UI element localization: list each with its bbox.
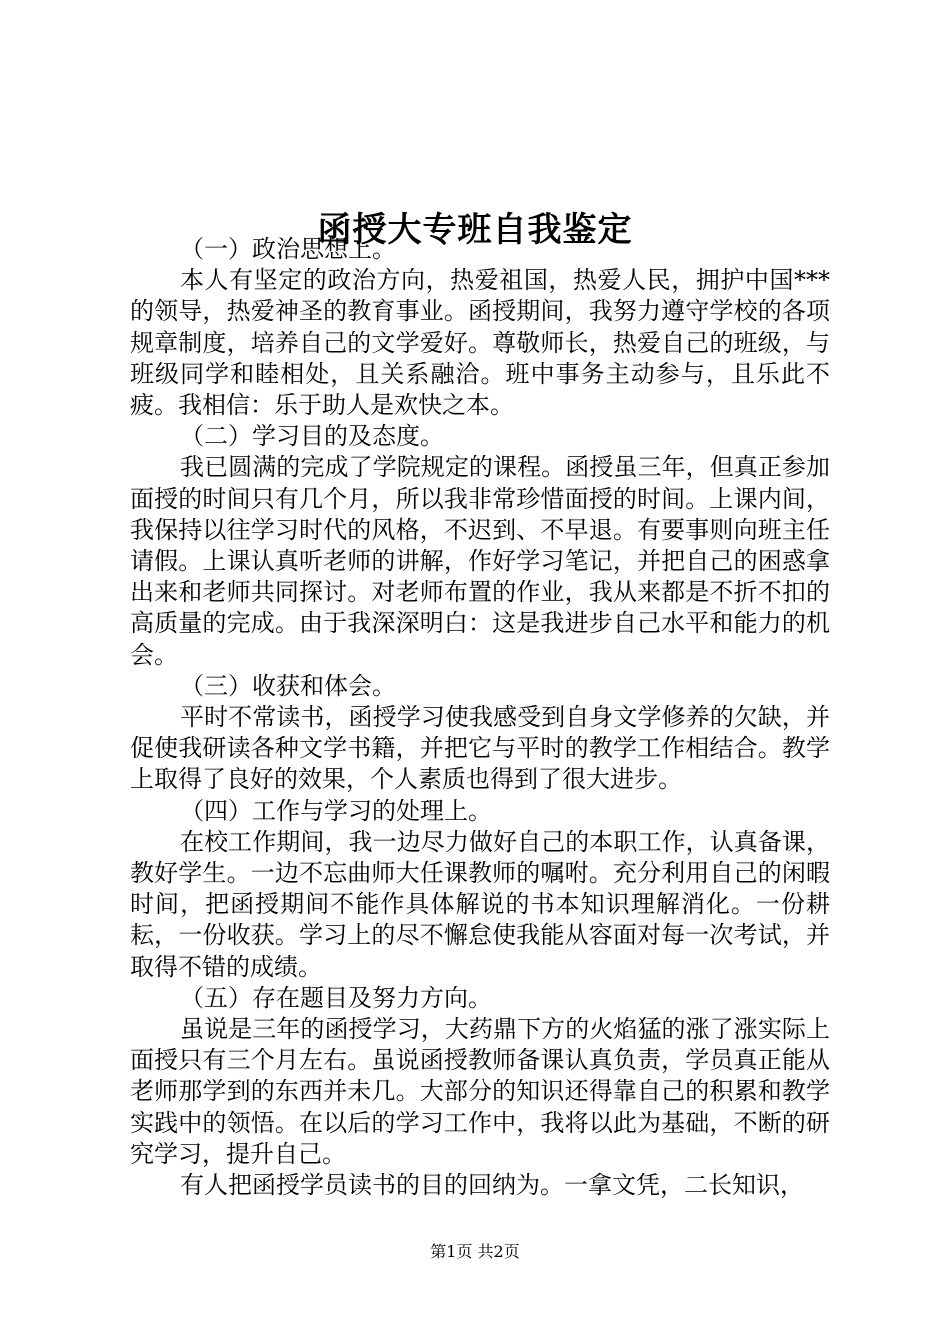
paragraph-work-study: 在校工作期间，我一边尽力做好自己的本职工作，认真备课，教好学生。一边不忘曲师大任课教师的嘱咐。充分利用自己的闲暇时间，把函授期间不能作具体解说的书本知识理解消化。一份耕耘，一份收获。学习上的尽不懈怠使我能从容面对每一次考试，并取得不错的成绩。 xyxy=(130,827,830,981)
section-heading-gains: （三）收获和体会。 xyxy=(180,671,396,700)
section-heading-problems: （五）存在题目及努力方向。 xyxy=(180,983,492,1012)
document-body xyxy=(130,234,830,1201)
paragraph-politics: 本人有坚定的政治方向，热爱祖国，热爱人民，拥护中国***的领导，热爱神圣的教育事业。函授期间，我努力遵守学校的各项规章制度，培养自己的文学爱好。尊敬师长，热爱自己的班级，与班级同学和睦相处，且关系融洽。班中事务主动参与，且乐此不疲。我相信：乐于助人是欢快之本。 xyxy=(130,266,830,420)
section-heading-politics: （一）政治思想上。 xyxy=(180,235,396,263)
paragraph-closing: 有人把函授学员读书的目的回纳为。一拿文凭，二长知识， xyxy=(180,1171,804,1200)
page-number-footer: 第1页 共2页 xyxy=(430,1242,520,1261)
paragraph-problems: 虽说是三年的函授学习，大药鼎下方的火焰猛的涨了涨实际上面授只有三个月左右。虽说函授教师备课认真负责，学员真正能从老师那学到的东西并未几。大部分的知识还得靠自己的积累和教学实践中的领悟。在以后的学习工作中，我将以此为基础，不断的研究学习，提升自己。 xyxy=(130,1015,830,1168)
paragraph-gains: 平时不常读书，函授学习使我感受到自身文学修养的欠缺，并促使我研读各种文学书籍，并把它与平时的教学工作相结合。教学上取得了良好的效果，个人素质也得到了很大进步。 xyxy=(130,703,830,794)
section-heading-work-study: （四）工作与学习的处理上。 xyxy=(180,796,492,825)
document-title: 函授大专班自我鉴定 xyxy=(317,209,633,250)
section-heading-study-attitude: （二）学习目的及态度。 xyxy=(180,422,444,451)
paragraph-study-attitude: 我已圆满的完成了学院规定的课程。函授虽三年，但真正参加面授的时间只有几个月，所以我非常珍惜面授的时间。上课内间，我保持以往学习时代的风格，不迟到、不早退。有要事则向班主任请假。上课认真听老师的讲解，作好学习笔记，并把自己的困惑拿出来和老师共同探讨。对老师布置的作业，我从来都是不折不扣的高质量的完成。由于我深深明白：这是我进步自己水平和能力的机会。 xyxy=(130,453,830,669)
